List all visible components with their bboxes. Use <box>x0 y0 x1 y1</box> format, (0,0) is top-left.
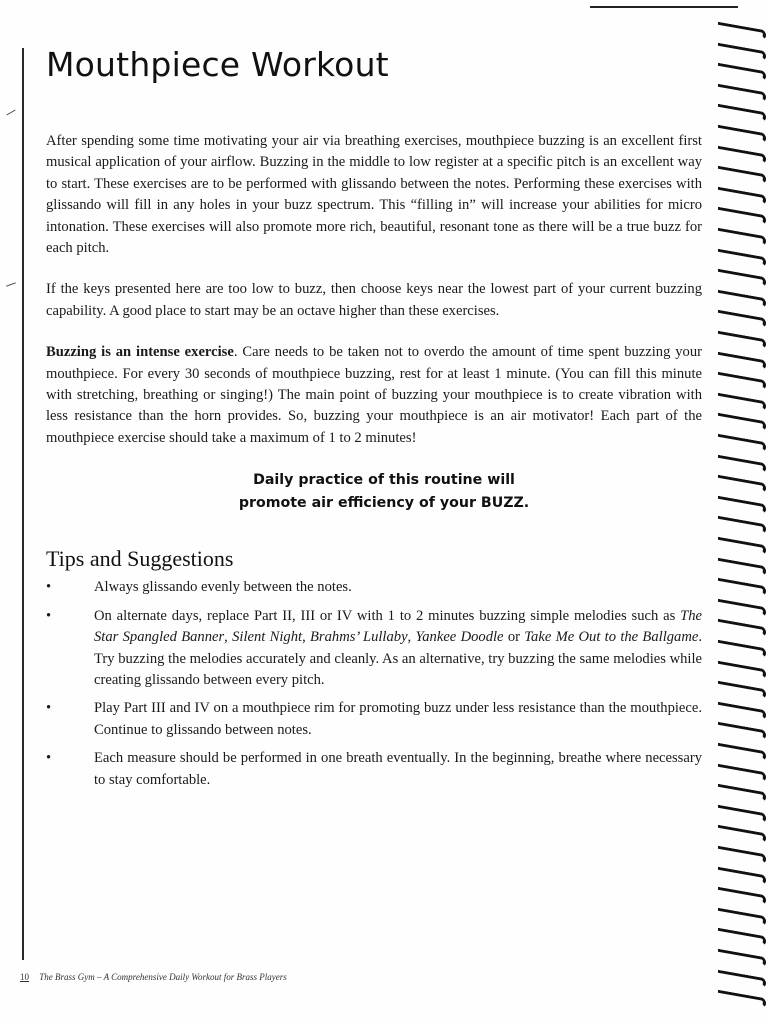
melody-title: Yankee Doodle <box>415 629 504 646</box>
bullet: • <box>46 579 52 596</box>
spiral-coil <box>718 454 766 472</box>
list-item <box>46 748 702 791</box>
spiral-coil <box>718 310 766 328</box>
paragraph-keys: If the keys presented here are too low to buzz, then choose keys near the lowest part of your current buzzing capability. A good place to start may be an octave higher than these exercises. <box>46 281 702 319</box>
paragraph-intro: After spending some time motivating your air via breathing exercises, mouthpiece buzzing is an excellent first musical application of your airflow. Buzzing in the middle to low register at a specific pitch is an excellent way to start. These exercises are to be performed with glissando between the notes. Performing these exercises with glissando will fill in any holes in your buzz spectrum. This “filling in” will increase your abilities for micro intonation. These exercises will also promote more rich, beautiful, resonant tone as there will be a true buzz for each pitch. <box>46 133 702 257</box>
spiral-coil <box>718 290 766 308</box>
spiral-coil <box>718 228 766 246</box>
spiral-coil <box>718 372 766 390</box>
spiral-coil <box>718 722 766 740</box>
list-item <box>46 577 702 598</box>
spiral-coil <box>718 599 766 617</box>
spiral-coil <box>718 166 766 184</box>
bullet: • <box>46 700 52 717</box>
spiral-coil <box>718 516 766 534</box>
tip-text: Always glissando evenly between the notes. <box>94 579 352 596</box>
spiral-coil <box>718 908 766 926</box>
callout <box>46 469 702 515</box>
spiral-coil <box>718 887 766 905</box>
list-item <box>46 698 702 741</box>
spiral-coil <box>718 702 766 720</box>
spiral-coil <box>718 969 766 987</box>
tip-text: Play Part III and IV on a mouthpiece rim for promoting buzz under less resistance than the mouthpiece. Continue to glissando between notes. <box>94 700 702 738</box>
spiral-coil <box>718 63 766 81</box>
spiral-coil <box>718 475 766 493</box>
spiral-coil <box>718 331 766 349</box>
tip-text-part: or <box>503 629 525 646</box>
spiral-coil <box>718 187 766 205</box>
page-content <box>46 40 702 798</box>
callout-line-2: promote air efficiency of your BUZZ. <box>238 495 530 512</box>
spiral-coil <box>718 104 766 122</box>
spiral-coil <box>718 145 766 163</box>
bold-lead: Buzzing is an intense exercise <box>46 344 234 361</box>
spiral-coil <box>718 434 766 452</box>
spiral-coil <box>718 763 766 781</box>
page-number: 10 <box>20 972 29 982</box>
page-footer <box>20 972 287 982</box>
spiral-coil <box>718 784 766 802</box>
tip-text <box>94 608 702 688</box>
spiral-coil <box>718 825 766 843</box>
margin-line <box>22 48 24 960</box>
tips-list <box>46 577 702 791</box>
melody-title: Brahms’ Lullaby <box>310 629 408 646</box>
tip-text-part: , <box>407 629 416 646</box>
list-item <box>46 606 702 692</box>
spiral-coil <box>718 207 766 225</box>
spiral-coil <box>718 537 766 555</box>
tip-text-part: On alternate days, replace Part II, III or IV with 1 to 2 minutes buzzing simple melodies such as <box>94 607 681 624</box>
spiral-coil <box>718 805 766 823</box>
spiral-coil <box>718 125 766 143</box>
spiral-coil <box>718 660 766 678</box>
callout-line-1: Daily practice of this routine will <box>253 472 515 489</box>
spiral-binding <box>708 18 768 1018</box>
spiral-coil <box>718 846 766 864</box>
spiral-coil <box>718 496 766 514</box>
spiral-coil <box>718 84 766 102</box>
page-title: Mouthpiece Workout <box>46 45 389 84</box>
paragraph-intensity-rest: . Care needs to be taken not to overdo the amount of time spent buzzing your mouthpiece. For every 30 seconds of mouthpiece buzzing, rest for at least 1 minute. (You can fill this minute with stretching, breathing or singing!) The main point of buzzing your mouthpiece is to create vibration with less resistance than the horn provides. So, buzzing your mouthpiece is an air motivator! Each part of the mouthpiece exercise should take a maximum of 1 to 2 minutes! <box>46 344 703 446</box>
spiral-coil <box>718 578 766 596</box>
spiral-coil <box>718 557 766 575</box>
spiral-coil <box>718 42 766 60</box>
spiral-coil <box>718 949 766 967</box>
spiral-coil <box>718 866 766 884</box>
spiral-coil <box>718 990 766 1008</box>
bullet: • <box>46 750 52 767</box>
margin-mark <box>6 282 16 286</box>
spiral-coil <box>718 248 766 266</box>
tips-heading: Tips and Suggestions <box>46 546 234 572</box>
spiral-coil <box>718 619 766 637</box>
spiral-coil <box>718 413 766 431</box>
spiral-coil <box>718 743 766 761</box>
spiral-coil <box>718 22 766 40</box>
spiral-coil <box>718 269 766 287</box>
melody-title: Silent Night <box>232 629 303 646</box>
spiral-coil <box>718 393 766 411</box>
spiral-coil <box>718 351 766 369</box>
tip-text-part: . Try buzzing the melodies accurately and cleanly. As an alternative, try buzzing the same melodies while creating glissando between every pitch. <box>94 629 703 688</box>
spiral-coil <box>718 640 766 658</box>
book-title: The Brass Gym – A Comprehensive Daily Workout for Brass Players <box>39 972 287 982</box>
margin-mark <box>6 110 15 116</box>
tip-text: Each measure should be performed in one breath eventually. In the beginning, breathe where necessary to stay comfortable. <box>94 750 702 788</box>
paragraph-intensity <box>46 342 702 449</box>
bullet: • <box>46 607 52 624</box>
top-rule <box>590 6 738 8</box>
spiral-coil <box>718 928 766 946</box>
melody-title: Take Me Out to the Ballgame <box>524 629 699 646</box>
tip-text-part: , <box>302 629 311 646</box>
melody-title: The Star Spangled Banner <box>94 607 702 646</box>
spiral-coil <box>718 681 766 699</box>
tip-text-part: , <box>224 629 233 646</box>
